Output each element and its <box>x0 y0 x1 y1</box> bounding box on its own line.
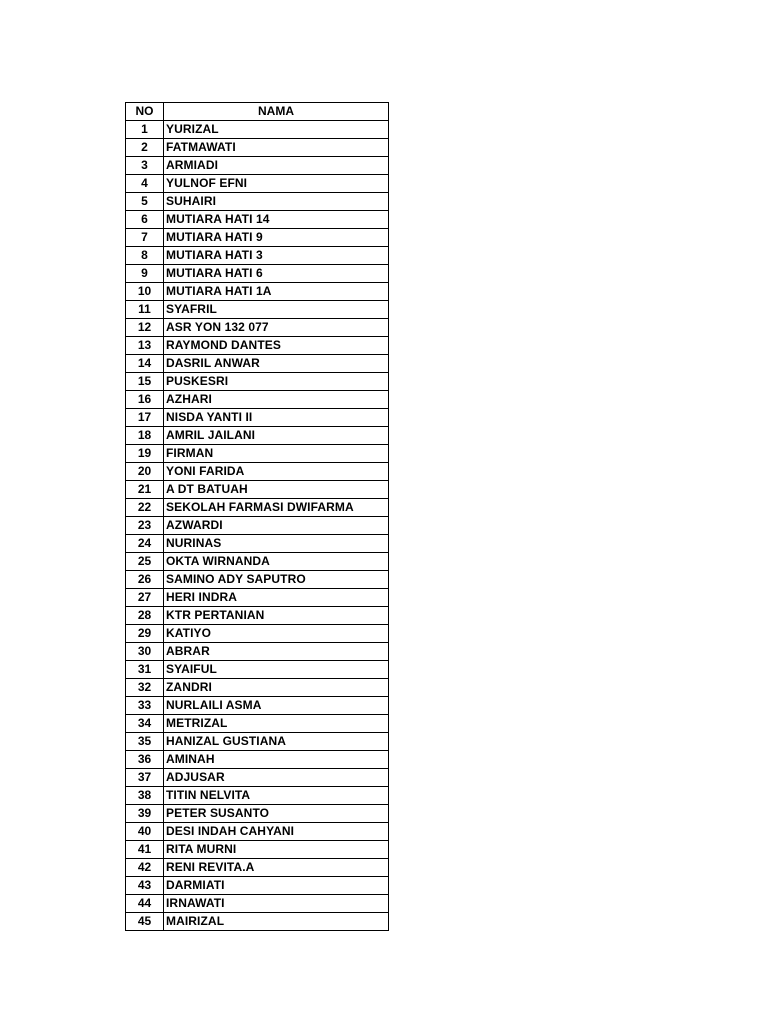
row-number: 14 <box>126 355 164 373</box>
table-row <box>126 697 389 715</box>
table-row <box>126 409 389 427</box>
row-number: 30 <box>126 643 164 661</box>
row-name: AZHARI <box>164 391 389 409</box>
row-number: 2 <box>126 139 164 157</box>
table-row <box>126 211 389 229</box>
row-number: 16 <box>126 391 164 409</box>
table-row <box>126 247 389 265</box>
table-row <box>126 355 389 373</box>
table-row <box>126 157 389 175</box>
row-name: OKTA WIRNANDA <box>164 553 389 571</box>
table-row <box>126 319 389 337</box>
table-body <box>126 121 389 931</box>
table-row <box>126 301 389 319</box>
table-row <box>126 517 389 535</box>
table-row <box>126 787 389 805</box>
row-number: 15 <box>126 373 164 391</box>
row-number: 45 <box>126 913 164 931</box>
row-number: 19 <box>126 445 164 463</box>
table-row <box>126 373 389 391</box>
table-row <box>126 175 389 193</box>
row-number: 37 <box>126 769 164 787</box>
row-number: 41 <box>126 841 164 859</box>
table-row <box>126 337 389 355</box>
table-row <box>126 283 389 301</box>
header-no: NO <box>126 103 164 121</box>
row-name: DARMIATI <box>164 877 389 895</box>
row-name: MUTIARA HATI 1A <box>164 283 389 301</box>
row-name: ZANDRI <box>164 679 389 697</box>
row-number: 9 <box>126 265 164 283</box>
row-number: 20 <box>126 463 164 481</box>
row-name: YURIZAL <box>164 121 389 139</box>
table-row <box>126 571 389 589</box>
row-number: 5 <box>126 193 164 211</box>
row-name: PETER SUSANTO <box>164 805 389 823</box>
row-name: NISDA YANTI II <box>164 409 389 427</box>
row-number: 7 <box>126 229 164 247</box>
table-row <box>126 535 389 553</box>
row-name: MUTIARA HATI 3 <box>164 247 389 265</box>
row-number: 27 <box>126 589 164 607</box>
table-row <box>126 877 389 895</box>
row-number: 31 <box>126 661 164 679</box>
row-number: 10 <box>126 283 164 301</box>
table-row <box>126 679 389 697</box>
row-name: KATIYO <box>164 625 389 643</box>
row-number: 4 <box>126 175 164 193</box>
row-name: SAMINO ADY SAPUTRO <box>164 571 389 589</box>
row-number: 42 <box>126 859 164 877</box>
row-name: FATMAWATI <box>164 139 389 157</box>
row-name: MUTIARA HATI 9 <box>164 229 389 247</box>
header-nama: NAMA <box>164 103 389 121</box>
row-name: SYAIFUL <box>164 661 389 679</box>
row-name: IRNAWATI <box>164 895 389 913</box>
row-number: 11 <box>126 301 164 319</box>
table-row <box>126 463 389 481</box>
table-row <box>126 841 389 859</box>
row-name: RENI REVITA.A <box>164 859 389 877</box>
row-name: ASR YON 132 077 <box>164 319 389 337</box>
row-name: HANIZAL GUSTIANA <box>164 733 389 751</box>
row-name: MUTIARA HATI 6 <box>164 265 389 283</box>
row-name: SYAFRIL <box>164 301 389 319</box>
row-name: NURLAILI ASMA <box>164 697 389 715</box>
table-row <box>126 895 389 913</box>
table-row <box>126 661 389 679</box>
name-list-sheet <box>125 102 389 931</box>
table-row <box>126 715 389 733</box>
row-name: A DT BATUAH <box>164 481 389 499</box>
row-number: 35 <box>126 733 164 751</box>
row-name: DASRIL ANWAR <box>164 355 389 373</box>
row-name: YONI FARIDA <box>164 463 389 481</box>
row-name: HERI INDRA <box>164 589 389 607</box>
table-row <box>126 427 389 445</box>
row-number: 44 <box>126 895 164 913</box>
row-name: AZWARDI <box>164 517 389 535</box>
row-number: 23 <box>126 517 164 535</box>
row-number: 38 <box>126 787 164 805</box>
row-name: METRIZAL <box>164 715 389 733</box>
table-header-row <box>126 103 389 121</box>
table-row <box>126 139 389 157</box>
row-name: DESI INDAH CAHYANI <box>164 823 389 841</box>
row-name: NURINAS <box>164 535 389 553</box>
row-name: MUTIARA HATI 14 <box>164 211 389 229</box>
row-number: 43 <box>126 877 164 895</box>
row-number: 29 <box>126 625 164 643</box>
row-name: SUHAIRI <box>164 193 389 211</box>
table-row <box>126 607 389 625</box>
row-number: 1 <box>126 121 164 139</box>
row-number: 3 <box>126 157 164 175</box>
table-row <box>126 499 389 517</box>
table-row <box>126 751 389 769</box>
row-number: 39 <box>126 805 164 823</box>
row-number: 36 <box>126 751 164 769</box>
row-number: 40 <box>126 823 164 841</box>
row-name: FIRMAN <box>164 445 389 463</box>
row-number: 33 <box>126 697 164 715</box>
row-number: 17 <box>126 409 164 427</box>
row-name: KTR PERTANIAN <box>164 607 389 625</box>
table-row <box>126 913 389 931</box>
row-name: AMRIL JAILANI <box>164 427 389 445</box>
row-number: 6 <box>126 211 164 229</box>
row-name: SEKOLAH FARMASI DWIFARMA <box>164 499 389 517</box>
row-name: AMINAH <box>164 751 389 769</box>
row-number: 13 <box>126 337 164 355</box>
row-number: 22 <box>126 499 164 517</box>
row-number: 12 <box>126 319 164 337</box>
table-row <box>126 265 389 283</box>
table-row <box>126 823 389 841</box>
row-name: ABRAR <box>164 643 389 661</box>
row-number: 28 <box>126 607 164 625</box>
table-row <box>126 445 389 463</box>
row-number: 26 <box>126 571 164 589</box>
row-name: ADJUSAR <box>164 769 389 787</box>
row-number: 25 <box>126 553 164 571</box>
row-number: 34 <box>126 715 164 733</box>
row-name: MAIRIZAL <box>164 913 389 931</box>
table-row <box>126 229 389 247</box>
table-row <box>126 121 389 139</box>
row-name: YULNOF EFNI <box>164 175 389 193</box>
row-name: RITA MURNI <box>164 841 389 859</box>
table-row <box>126 589 389 607</box>
row-number: 8 <box>126 247 164 265</box>
row-name: PUSKESRI <box>164 373 389 391</box>
row-name: RAYMOND DANTES <box>164 337 389 355</box>
row-number: 21 <box>126 481 164 499</box>
table-row <box>126 391 389 409</box>
table-row <box>126 481 389 499</box>
name-table <box>125 102 389 931</box>
row-name: ARMIADI <box>164 157 389 175</box>
table-row <box>126 805 389 823</box>
row-number: 24 <box>126 535 164 553</box>
table-row <box>126 193 389 211</box>
row-name: TITIN NELVITA <box>164 787 389 805</box>
table-row <box>126 625 389 643</box>
table-row <box>126 643 389 661</box>
table-row <box>126 553 389 571</box>
row-number: 32 <box>126 679 164 697</box>
row-number: 18 <box>126 427 164 445</box>
table-row <box>126 859 389 877</box>
table-row <box>126 733 389 751</box>
table-row <box>126 769 389 787</box>
